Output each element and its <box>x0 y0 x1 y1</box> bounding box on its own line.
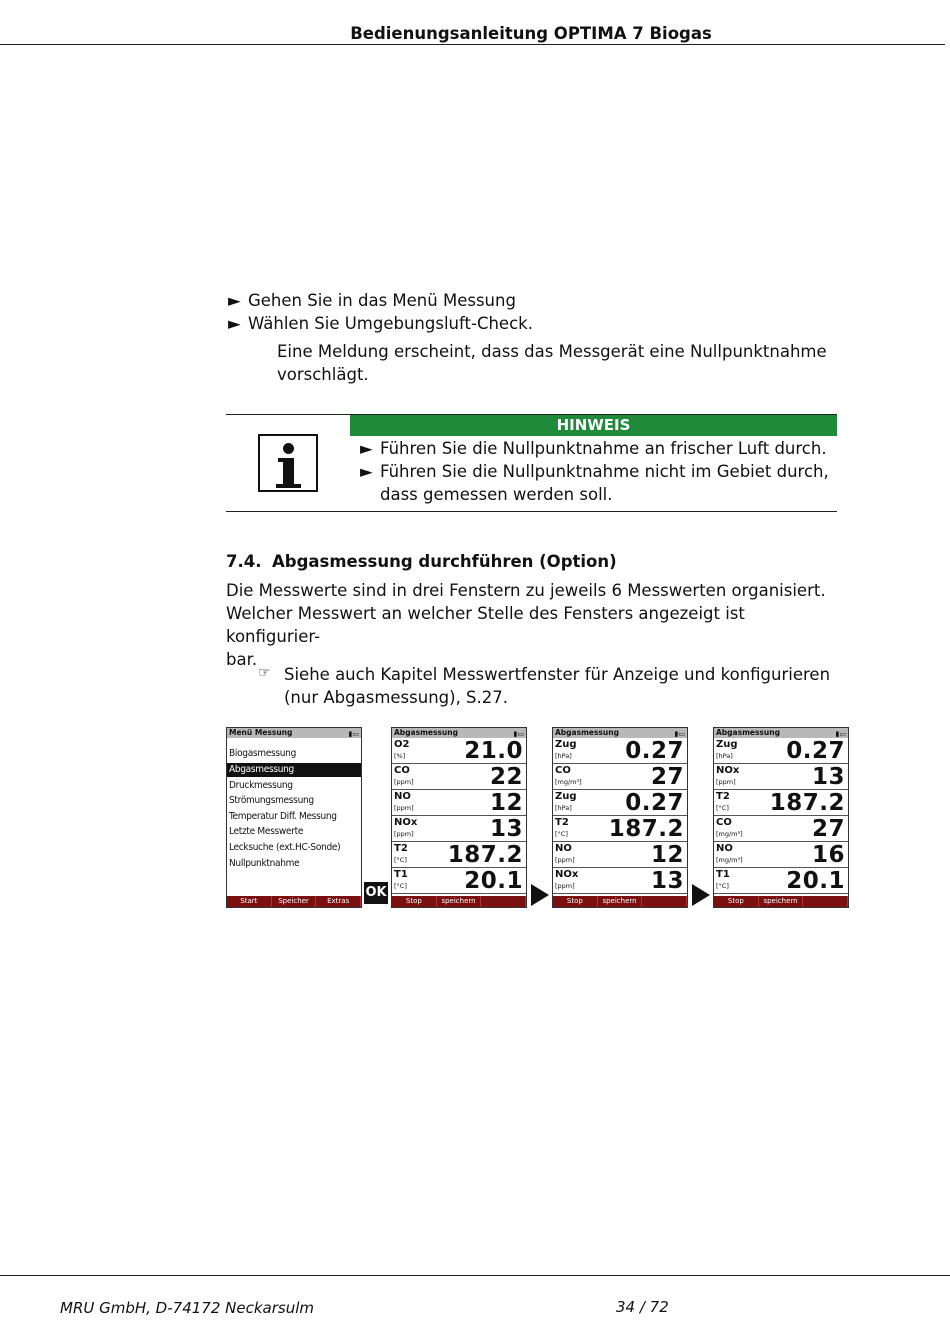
softkey-bar <box>714 896 848 907</box>
value-row: Zug [hPa] 0.27 <box>553 738 687 764</box>
softkey-empty[interactable] <box>642 896 687 907</box>
note-line-3: dass gemessen werden soll. <box>380 485 613 504</box>
measured-value: 22 <box>489 764 523 790</box>
softkey-speichern[interactable]: speichern <box>759 896 804 907</box>
instruction-bullet-2 <box>228 312 533 335</box>
bullet-triangle-icon: ► <box>228 314 241 333</box>
menu-item[interactable]: Letzte Messwerte <box>229 826 304 837</box>
measured-value: 20.1 <box>786 868 845 894</box>
note-line-2: ► Führen Sie die Nullpunktnahme nicht im Gebiet durch, <box>360 462 829 481</box>
header-rule <box>0 44 945 45</box>
section-paragraph: Die Messwerte sind in drei Fenstern zu jeweils 6 Messwerten organisiert. Welcher Messwert an welcher Stelle des Fensters angezeigt ist konfigurier- bar. <box>226 581 826 669</box>
softkey-speichern[interactable]: speichern <box>437 896 482 907</box>
measured-value: 187.2 <box>769 790 845 816</box>
measured-value: 27 <box>811 816 845 842</box>
instruction-bullet-1 <box>228 289 516 312</box>
value-row: NOx [ppm] 13 <box>392 816 526 842</box>
bullet-triangle-icon: ► <box>228 291 241 310</box>
value-row: NOx [ppm] 13 <box>714 764 848 790</box>
softkey-speicher[interactable]: Speicher <box>272 896 317 907</box>
battery-icon: ▮▭ <box>835 730 846 738</box>
softkey-start[interactable]: Start <box>227 896 272 907</box>
see-also-text: Siehe auch Kapitel Messwertfenster für Anzeige und konfigurieren (nur Abgasmessung), S.27. <box>284 665 831 707</box>
note-line-1: ► Führen Sie die Nullpunktnahme an frischer Luft durch. <box>360 439 827 458</box>
result-text <box>277 340 847 386</box>
value-row: Zug [hPa] 0.27 <box>553 790 687 816</box>
measured-value: 13 <box>489 816 523 842</box>
value-row: T2 [°C] 187.2 <box>714 790 848 816</box>
pointing-hand-icon: ☞ <box>258 665 271 681</box>
menu-screen <box>226 727 362 908</box>
value-row: Zug [hPa] 0.27 <box>714 738 848 764</box>
measurement-window-3 <box>713 727 849 908</box>
document-header-title: Bedienungsanleitung OPTIMA 7 Biogas <box>350 24 712 43</box>
value-row: T2 [°C] 187.2 <box>553 816 687 842</box>
measured-value: 0.27 <box>625 738 684 764</box>
value-row: NO [mg/m³] 16 <box>714 842 848 868</box>
screen-title-bar: Menü Messung ▮▭ <box>229 728 359 738</box>
battery-icon: ▮▭ <box>348 730 359 738</box>
measured-value: 21.0 <box>464 738 523 764</box>
screen-title-bar: Abgasmessung ▮▭ <box>394 728 524 738</box>
value-row: CO [mg/m³] 27 <box>553 764 687 790</box>
softkey-speichern[interactable]: speichern <box>598 896 643 907</box>
softkey-extras[interactable]: Extras <box>316 896 361 907</box>
menu-item[interactable]: Nullpunktnahme <box>229 858 300 869</box>
measurement-window-2 <box>552 727 688 908</box>
softkey-bar <box>392 896 526 907</box>
menu-item-selected[interactable]: Abgasmessung <box>227 763 361 777</box>
softkey-bar <box>553 896 687 907</box>
measured-value: 187.2 <box>608 816 684 842</box>
measured-value: 187.2 <box>447 842 523 868</box>
measured-value: 13 <box>811 764 845 790</box>
section-number: 7.4. <box>226 552 262 571</box>
value-row: T2 [°C] 187.2 <box>392 842 526 868</box>
value-row: CO [ppm] 22 <box>392 764 526 790</box>
value-row: NOx [ppm] 13 <box>553 868 687 894</box>
info-icon <box>258 434 318 492</box>
section-title: Abgasmessung durchführen (Option) <box>272 552 617 571</box>
measured-value: 16 <box>811 842 845 868</box>
measured-value: 13 <box>650 868 684 894</box>
note-heading: HINWEIS <box>350 415 837 436</box>
battery-icon: ▮▭ <box>674 730 685 738</box>
value-row: O2 [%] 21.0 <box>392 738 526 764</box>
softkey-stop[interactable]: Stop <box>392 896 437 907</box>
softkey-stop[interactable]: Stop <box>714 896 759 907</box>
instruction-text-2: Wählen Sie Umgebungsluft-Check. <box>248 314 533 333</box>
menu-item[interactable]: Temperatur Diff. Messung <box>229 811 337 822</box>
measured-value: 27 <box>650 764 684 790</box>
result-line-1: Eine Meldung erscheint, dass das Messgerät eine Nullpunktnahme <box>277 342 827 361</box>
measured-value: 0.27 <box>625 790 684 816</box>
softkey-empty[interactable] <box>481 896 526 907</box>
softkey-bar <box>227 896 361 907</box>
measured-value: 0.27 <box>786 738 845 764</box>
section-heading <box>226 552 617 571</box>
softkey-empty[interactable] <box>803 896 848 907</box>
screen-title-bar: Abgasmessung ▮▭ <box>555 728 685 738</box>
battery-icon: ▮▭ <box>513 730 524 738</box>
measurement-window-1 <box>391 727 527 908</box>
bullet-triangle-icon: ► <box>360 462 373 481</box>
note-bottom-rule <box>226 511 837 512</box>
value-row: NO [ppm] 12 <box>392 790 526 816</box>
screen-title-bar: Abgasmessung ▮▭ <box>716 728 846 738</box>
bullet-triangle-icon: ► <box>360 439 373 458</box>
menu-item[interactable]: Strömungsmessung <box>229 795 314 806</box>
measured-value: 20.1 <box>464 868 523 894</box>
menu-item[interactable]: Biogasmessung <box>229 748 296 759</box>
value-row: T1 [°C] 20.1 <box>714 868 848 894</box>
value-row: NO [ppm] 12 <box>553 842 687 868</box>
softkey-stop[interactable]: Stop <box>553 896 598 907</box>
ok-button[interactable]: OK <box>364 882 388 904</box>
measured-value: 12 <box>650 842 684 868</box>
result-line-2: vorschlägt. <box>277 365 369 384</box>
arrow-right-icon <box>692 884 710 906</box>
page-number: 34 / 72 <box>616 1298 669 1316</box>
value-row: CO [mg/m³] 27 <box>714 816 848 842</box>
menu-item[interactable]: Druckmessung <box>229 780 293 791</box>
footer-company: MRU GmbH, D-74172 Neckarsulm <box>60 1299 314 1317</box>
footer-rule <box>0 1275 950 1276</box>
instruction-text-1: Gehen Sie in das Menü Messung <box>248 291 516 310</box>
menu-item[interactable]: Lecksuche (ext.HC-Sonde) <box>229 842 341 853</box>
measured-value: 12 <box>489 790 523 816</box>
arrow-right-icon <box>531 884 549 906</box>
value-row: T1 [°C] 20.1 <box>392 868 526 894</box>
